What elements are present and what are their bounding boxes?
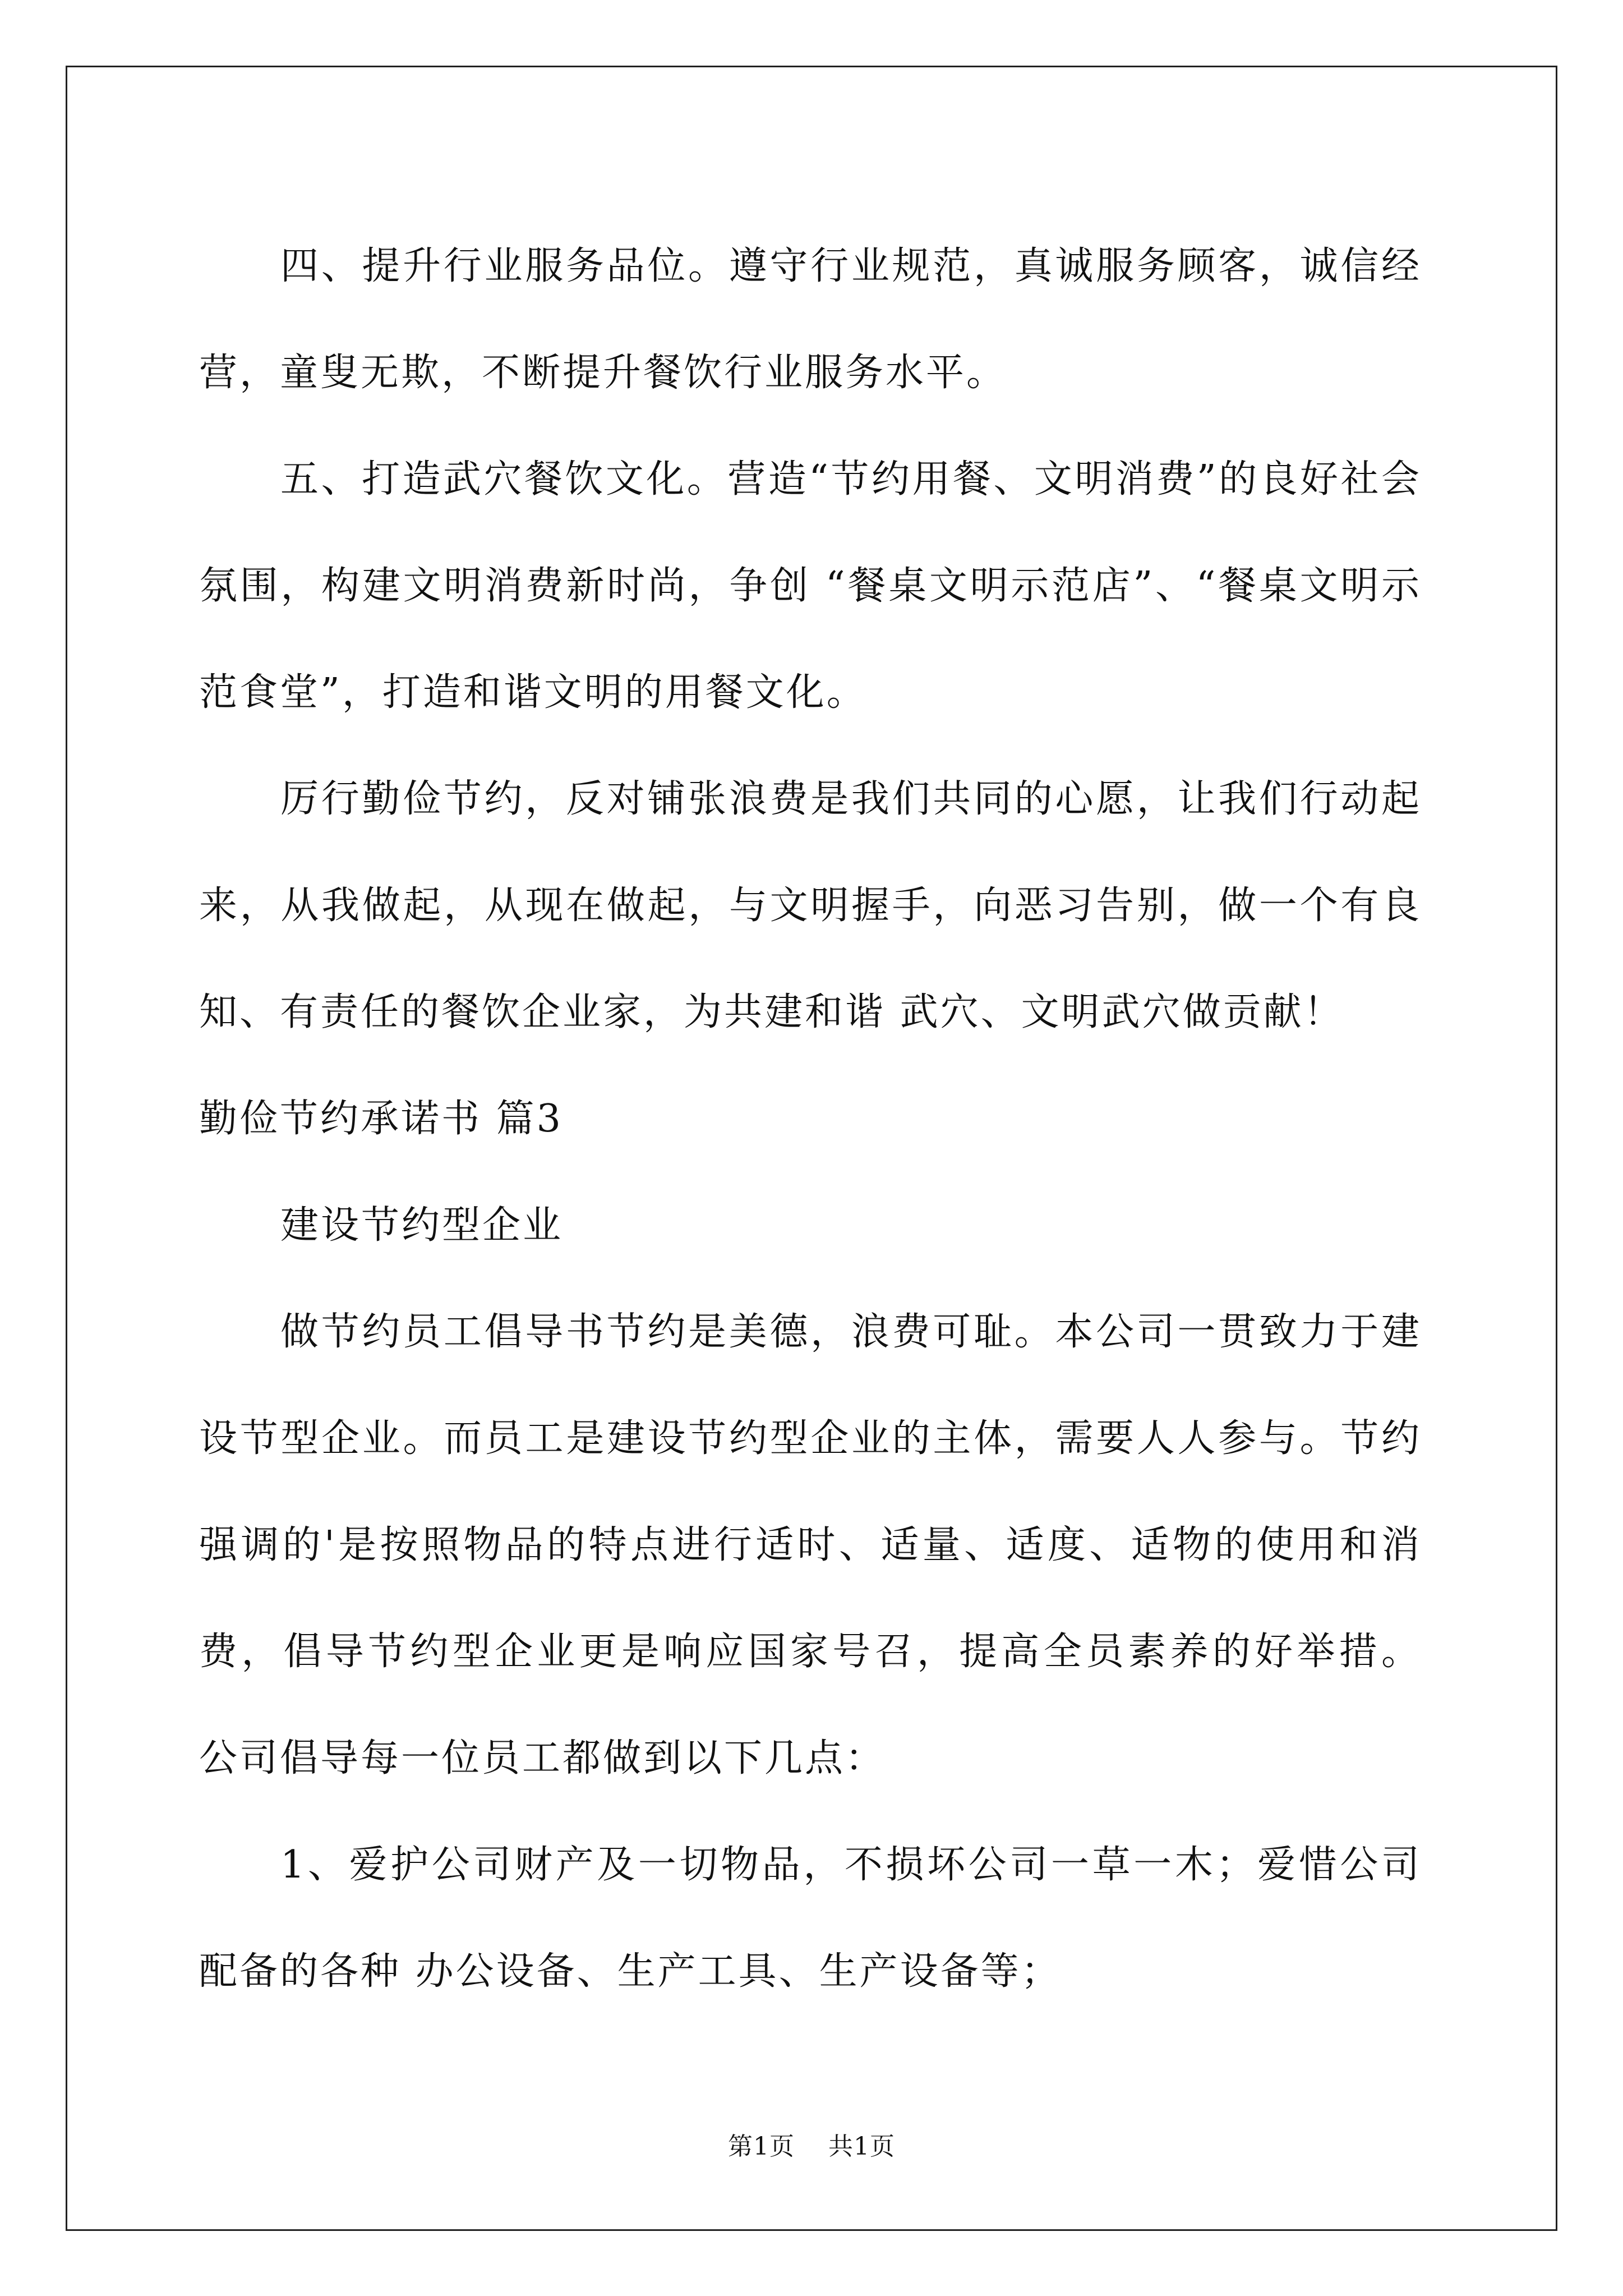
paragraph-closing: 厉行勤俭节约，反对铺张浪费是我们共同的心愿，让我们行动起来，从我做起，从现在做起，与文明握手，向恶习告别，做一个有良知、有责任的餐饮企业家，为共建和谐 武穴、文明武穴做贡献！: [199, 777, 1422, 1034]
paragraph-list-item-1: 1、爱护公司财产及一切物品，不损坏公司一草一木；爱惜公司配备的各种 办公设备、生产工具、生产设备等；: [199, 1843, 1422, 1994]
page-number: 第1页: [728, 2132, 795, 2161]
page-total: 共1页: [828, 2132, 895, 2161]
paragraph-subtitle: 建设节约型企业: [280, 1203, 564, 1248]
section-heading: 勤俭节约承诺书 篇3: [199, 1097, 563, 1141]
page-footer: [0, 2126, 1623, 2162]
paragraph-item-5: 五、打造武穴餐饮文化。营造“节约用餐、文明消费”的良好社会氛围，构建文明消费新时尚，争创 “餐桌文明示范店”、“餐桌文明示范食堂”，打造和谐文明的用餐文化。: [199, 457, 1422, 715]
paragraph-item-4: 四、提升行业服务品位。遵守行业规范，真诚服务顾客，诚信经营，童叟无欺，不断提升餐饮行业服务水平。: [199, 244, 1422, 395]
document-body: [199, 213, 1422, 2025]
paragraph-intro: 做节约员工倡导书节约是美德，浪费可耻。本公司一贯致力于建设节型企业。而员工是建设节约型企业的主体，需要人人参与。节约强调的'是按照物品的特点进行适时、适量、适度、适物的使用和消费，倡导节约型企业更是响应国家号召，提高全员素养的好举措。 公司倡导每一位员工都做到以下几点：: [199, 1310, 1422, 1780]
